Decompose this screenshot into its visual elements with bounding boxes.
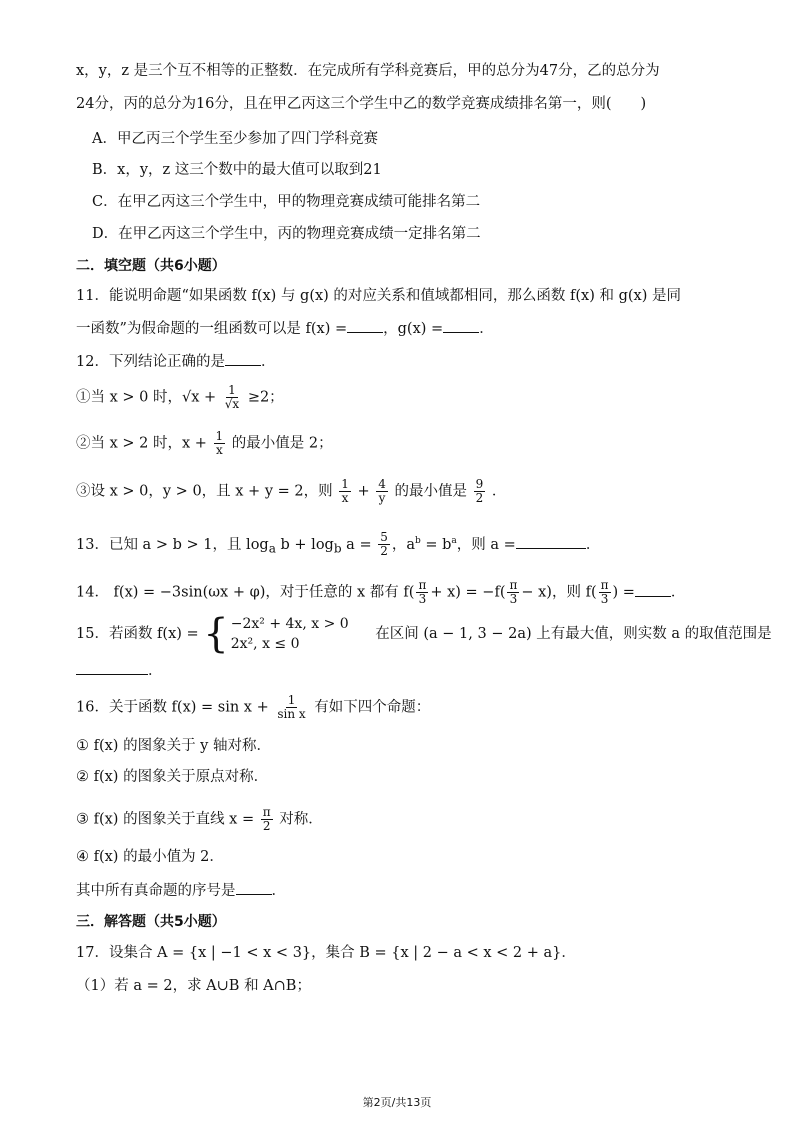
q12-item1-den: √x bbox=[224, 397, 240, 411]
q11-blank-f bbox=[347, 318, 383, 333]
q15-text-c: ． bbox=[148, 663, 163, 679]
q12-item1-text: ①当 x > 0 时，√x + bbox=[76, 389, 217, 406]
q13-sup-a: a bbox=[451, 536, 457, 546]
q15-case2: 2x², x ≤ 0 bbox=[230, 636, 300, 652]
q16-ask-text: 其中所有真命题的序号是 bbox=[76, 883, 236, 899]
q16-prop3-text: ③ f(x) 的图象关于直线 x = bbox=[76, 811, 255, 828]
q10-option-a: A．甲乙丙三个学生至少参加了四门学科竞赛 bbox=[92, 131, 378, 147]
q14-text-d: ) = bbox=[612, 584, 635, 601]
q14-text-e: ． bbox=[670, 584, 686, 601]
q15-case1: −2x² + 4x, x > 0 bbox=[230, 616, 349, 632]
q12-item3-frac1-den: x bbox=[341, 491, 349, 505]
q12-item3-frac2-den: y bbox=[378, 491, 386, 505]
q10-stem-line2: 24分，丙的总分为16分，且在甲乙丙这三个学生中乙的数学竞赛成绩排名第一，则( ) bbox=[76, 96, 647, 112]
q11-line1: 11．能说明命题“如果函数 f(x) 与 g(x) 的对应关系和值域都相同，那么函数 f(x) 和 g(x) 是同 bbox=[76, 288, 681, 304]
q10-option-c: C．在甲乙丙这三个学生中，甲的物理竞赛成绩可能排名第二 bbox=[92, 194, 481, 210]
q13-text-c: a = bbox=[341, 536, 372, 553]
q10-stem-line1: x，y，z 是三个互不相等的正整数．在完成所有学科竞赛后，甲的总分为47分，乙的总分为 bbox=[76, 63, 660, 79]
q14-frac1-num: π bbox=[418, 578, 427, 592]
q12-item1-tail: ≥2； bbox=[247, 389, 284, 406]
left-brace-icon: { bbox=[203, 611, 229, 657]
q14-text-c: − x)，则 f( bbox=[521, 584, 597, 601]
q14-frac2-num: π bbox=[509, 578, 518, 592]
q16-prop4: ④ f(x) 的最小值为 2． bbox=[76, 849, 224, 865]
q13-frac-num: 5 bbox=[380, 530, 388, 545]
q12-item2-num: 1 bbox=[215, 429, 224, 443]
q14 bbox=[76, 579, 724, 606]
q14-frac2-den: 3 bbox=[509, 592, 518, 606]
q14-frac3-den: 3 bbox=[600, 592, 609, 606]
q16-prop2: ② f(x) 的图象关于原点对称． bbox=[76, 769, 269, 785]
q17-line2: （1）若 a = 2，求 A∪B 和 A∩B； bbox=[76, 978, 311, 994]
q13-text-e: = b bbox=[420, 536, 452, 553]
q12-item3-frac2 bbox=[376, 478, 388, 505]
q11-blank-g bbox=[443, 318, 479, 333]
q13-text-a: 13．已知 a > b > 1，且 log bbox=[76, 536, 269, 553]
q16-blank bbox=[236, 880, 272, 895]
q12-item2-den: x bbox=[215, 443, 223, 457]
q16-prop3-den: 2 bbox=[262, 819, 271, 833]
q12-stem-end: ． bbox=[260, 354, 276, 370]
q14-frac3-num: π bbox=[600, 578, 609, 592]
q13-fraction bbox=[378, 531, 390, 558]
q12-item3-end: ． bbox=[491, 483, 507, 500]
q12-item1-num: 1 bbox=[228, 383, 236, 397]
q12-item3-frac2-num: 4 bbox=[378, 477, 386, 491]
q12-item3-frac3 bbox=[474, 478, 486, 505]
q16-prop3-num: π bbox=[262, 805, 271, 819]
q12-item3-text: ③设 x > 0，y > 0，且 x + y = 2，则 bbox=[76, 483, 333, 500]
q12-item2 bbox=[76, 430, 724, 457]
q15-cases bbox=[231, 614, 349, 654]
q16-prop3 bbox=[76, 806, 724, 833]
q12-item3 bbox=[76, 478, 724, 505]
q16-frac-num: 1 bbox=[287, 693, 296, 707]
q16-prop3-fraction bbox=[261, 806, 273, 833]
q12-item1 bbox=[76, 384, 724, 411]
q16-prop3-tail: 对称． bbox=[279, 811, 323, 828]
q12-item2-fraction bbox=[214, 430, 226, 457]
q12-item3-plus: + bbox=[357, 483, 370, 500]
q13-text-f: ，则 a = bbox=[456, 536, 516, 553]
q12-stem bbox=[76, 351, 724, 373]
q14-frac3 bbox=[599, 579, 611, 606]
q12-item1-fraction bbox=[223, 384, 241, 411]
q15-answer-line bbox=[76, 660, 724, 682]
q15-text-a: 15．若函数 f(x) = bbox=[76, 626, 199, 642]
q16-stem bbox=[76, 694, 724, 721]
q13-log-base-b: b bbox=[333, 541, 342, 556]
q11-text-c: ． bbox=[479, 321, 494, 337]
q13 bbox=[76, 530, 724, 560]
q16-fraction bbox=[275, 694, 307, 721]
q11-line2 bbox=[76, 318, 724, 340]
q13-blank bbox=[516, 534, 586, 549]
q16-text-a: 16．关于函数 f(x) = sin x + bbox=[76, 699, 269, 716]
q16-ask bbox=[76, 880, 724, 902]
q12-item3-frac3-num: 9 bbox=[475, 477, 484, 491]
q12-item3-frac3-den: 2 bbox=[475, 491, 484, 505]
q13-text-g: ． bbox=[585, 536, 601, 553]
q13-text-b: b + log bbox=[275, 536, 334, 553]
q12-item3-frac1-num: 1 bbox=[341, 477, 349, 491]
q16-ask-end: ． bbox=[271, 883, 286, 899]
q12-item2-tail: 的最小值是 2； bbox=[231, 435, 333, 452]
q14-frac1 bbox=[416, 579, 428, 606]
q11-text-a: 一函数”为假命题的一组函数可以是 f(x) = bbox=[76, 321, 348, 337]
q12-item3-frac1 bbox=[339, 478, 351, 505]
q11-text-b: ，g(x) = bbox=[383, 321, 444, 337]
q15-text-b: 在区间 (a − 1, 3 − 2a) 上有最大值，则实数 a 的取值范围是 bbox=[375, 626, 772, 642]
q12-item2-text: ②当 x > 2 时，x + bbox=[76, 435, 207, 452]
q14-text-b: + x) = −f( bbox=[430, 584, 506, 601]
q13-frac-den: 2 bbox=[380, 544, 388, 559]
q14-frac1-den: 3 bbox=[418, 592, 427, 606]
q14-frac2 bbox=[507, 579, 519, 606]
q15-piecewise bbox=[203, 611, 349, 657]
q13-sup-b: b bbox=[415, 536, 421, 546]
section-heading-answer: 三．解答题（共5小题） bbox=[76, 914, 226, 930]
q16-prop1: ① f(x) 的图象关于 y 轴对称． bbox=[76, 738, 271, 754]
q15 bbox=[76, 611, 772, 657]
q13-text-d: ，a bbox=[391, 536, 415, 553]
q14-text-a: 14． f(x) = −3sin(ωx + φ)，对于任意的 x 都有 f( bbox=[76, 584, 415, 601]
section-heading-fill-in: 二．填空题（共6小题） bbox=[76, 258, 226, 274]
q10-option-b: B．x，y，z 这三个数中的最大值可以取到21 bbox=[92, 162, 382, 178]
q13-log-base-a: a bbox=[268, 541, 276, 556]
q16-frac-den: sin x bbox=[277, 707, 306, 721]
q10-option-d: D．在甲乙丙这三个学生中，丙的物理竞赛成绩一定排名第二 bbox=[92, 226, 481, 242]
q16-text-b: 有如下四个命题： bbox=[314, 699, 431, 716]
q17-line1: 17．设集合 A = {x | −1 < x < 3}，集合 B = {x | 2 − a < x < 2 + a}． bbox=[76, 945, 576, 961]
q12-item3-mid: 的最小值是 bbox=[394, 483, 467, 500]
q14-blank bbox=[635, 582, 671, 597]
q15-blank bbox=[76, 660, 148, 675]
page-number: 第2页/共13页 bbox=[362, 1096, 432, 1109]
q12-blank bbox=[225, 351, 261, 366]
q12-stem-text: 12．下列结论正确的是 bbox=[76, 354, 225, 370]
